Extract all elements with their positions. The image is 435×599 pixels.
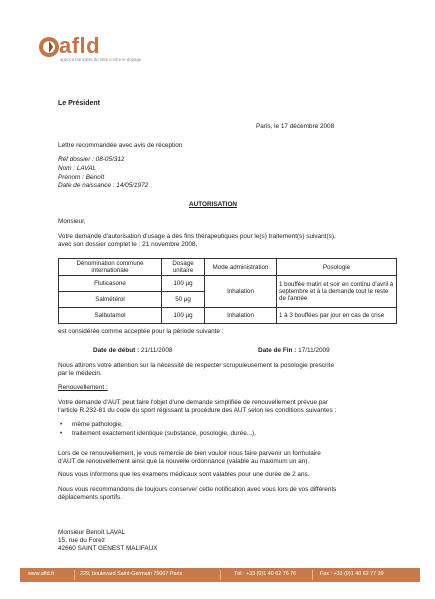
footer-bar bbox=[20, 568, 420, 582]
bullet-icon: • bbox=[60, 430, 63, 437]
footer-phone: Tél : +33 (0)1 40 62 76 76 bbox=[234, 571, 297, 577]
list-item bbox=[60, 429, 256, 438]
start-date-value: 21/11/2008 bbox=[140, 347, 173, 354]
renewal-heading: Renouvellement : bbox=[58, 384, 108, 391]
table-header-row bbox=[59, 259, 397, 276]
document-title: AUTORISATION bbox=[189, 201, 238, 208]
intro-line-2: avec son dossier complet le : 21 novembre 2008, bbox=[58, 241, 198, 248]
footer-divider bbox=[220, 570, 221, 580]
dossier-reference: Réf dossier : 08-05/312 bbox=[58, 156, 125, 163]
attention-line-2: par le médecin. bbox=[58, 370, 102, 377]
keep-line-2: déplacements sportifs. bbox=[58, 494, 122, 501]
footer-fax: Fax : +33 (0)1 40 62 77 39 bbox=[320, 571, 384, 577]
list-item bbox=[60, 420, 256, 429]
accepted-statement: est considérée comme acceptée pour la période suivante : bbox=[58, 328, 224, 335]
salutation: Monsieur, bbox=[58, 218, 86, 225]
address-street: 15, rue du Forez bbox=[58, 537, 105, 544]
address-city: 42660 SAINT GENEST MALIFAUX bbox=[58, 545, 158, 552]
afld-logo-icon bbox=[38, 36, 60, 58]
header-posologie: Posologie bbox=[277, 259, 397, 276]
patient-name: Nom : LAVAL bbox=[58, 165, 97, 172]
drug-name: Salbutamol bbox=[59, 308, 162, 324]
drug-posologie: 1 à 3 bouffées par jour en cas de crise bbox=[277, 308, 397, 324]
start-date bbox=[93, 347, 172, 355]
header-dci: Dénomination commune internationale bbox=[59, 259, 162, 276]
footer-address: 229, boulevard Saint-Germain 75007 Paris bbox=[80, 571, 183, 577]
attention-line-1: Nous attirons votre attention sur la nécessité de respecter scrupuleusement la posologie prescrite bbox=[58, 362, 335, 369]
drug-dose: 100 µg bbox=[162, 308, 205, 324]
start-date-label: Date de début : bbox=[93, 347, 140, 354]
place-date: Paris, le 17 décembre 2008 bbox=[256, 123, 335, 130]
keep-line-1: Nous vous recommandons de toujours conserver cette notification avec vous lors de vos différents bbox=[58, 486, 337, 493]
header-dosage: Dosage unitaire bbox=[162, 259, 205, 276]
footer-website[interactable]: www.afld.fr bbox=[28, 571, 55, 577]
drug-name: Fluticasone bbox=[59, 276, 162, 292]
condition-text: traitement exactement identique (substance, posologie, durée...). bbox=[72, 430, 257, 437]
end-date bbox=[258, 347, 330, 355]
header-mode: Mode administration bbox=[205, 259, 277, 276]
bullet-icon: • bbox=[60, 421, 63, 428]
delivery-mode: Lettre recommandée avec avis de réception bbox=[58, 142, 183, 149]
footer-divider bbox=[312, 570, 313, 580]
renewal-line-2: l'article R.232-81 du code du sport régissant la procédure des AUT selon les conditions suivantes : bbox=[58, 407, 337, 414]
table-row bbox=[59, 276, 397, 292]
birth-date: Date de naissance : 14/05/1972 bbox=[58, 182, 149, 189]
end-date-label: Date de Fin : bbox=[258, 347, 297, 354]
logo-wordmark: afld bbox=[59, 33, 101, 58]
footer-divider bbox=[74, 570, 75, 580]
logo-tagline: agence française de lutte contre le dopage bbox=[60, 57, 142, 62]
patient-firstname: Prénom : Benoît bbox=[58, 174, 105, 181]
address-name: Monsieur Benoît LAVAL bbox=[58, 529, 126, 536]
condition-text: même pathologie, bbox=[72, 421, 123, 428]
table-row bbox=[59, 308, 397, 324]
drug-mode: Inhalation bbox=[205, 308, 277, 324]
drug-dose: 50 µg bbox=[162, 292, 205, 308]
sender-title: Le Président bbox=[58, 100, 101, 107]
treatments-table bbox=[58, 258, 397, 324]
drug-dose: 100 µg bbox=[162, 276, 205, 292]
end-date-value: 17/11/2009 bbox=[298, 347, 330, 354]
drug-name: Salmétérol bbox=[59, 292, 162, 308]
renewal-conditions bbox=[60, 420, 256, 438]
drug-mode: Inhalation bbox=[205, 276, 277, 308]
renewal-para-line-1: Lors de ce renouvellement, je vous remercie de bien vouloir nous faire parvenir un formulaire bbox=[58, 450, 321, 457]
intro-line-1: Votre demande d'autorisation d'usage à des fins thérapeutiques pour le(s) traitement(s) suivant(s), bbox=[58, 233, 336, 240]
renewal-line-1: Votre demande d'AUT peut faire l'objet d'une demande simplifiée de renouvellement prévue par bbox=[58, 399, 328, 406]
renewal-para-line-2: d'AUT de renouvellement ainsi que la nouvelle ordonnance (valable au maximum un an). bbox=[58, 458, 310, 465]
exams-validity: Nous vous informons que les examens médicaux sont valables pour une durée de 2 ans. bbox=[58, 471, 310, 478]
drug-posologie: 1 bouffée matin et soir en continu d'avril à septembre et à la demande tout le reste de l'année bbox=[277, 276, 397, 308]
